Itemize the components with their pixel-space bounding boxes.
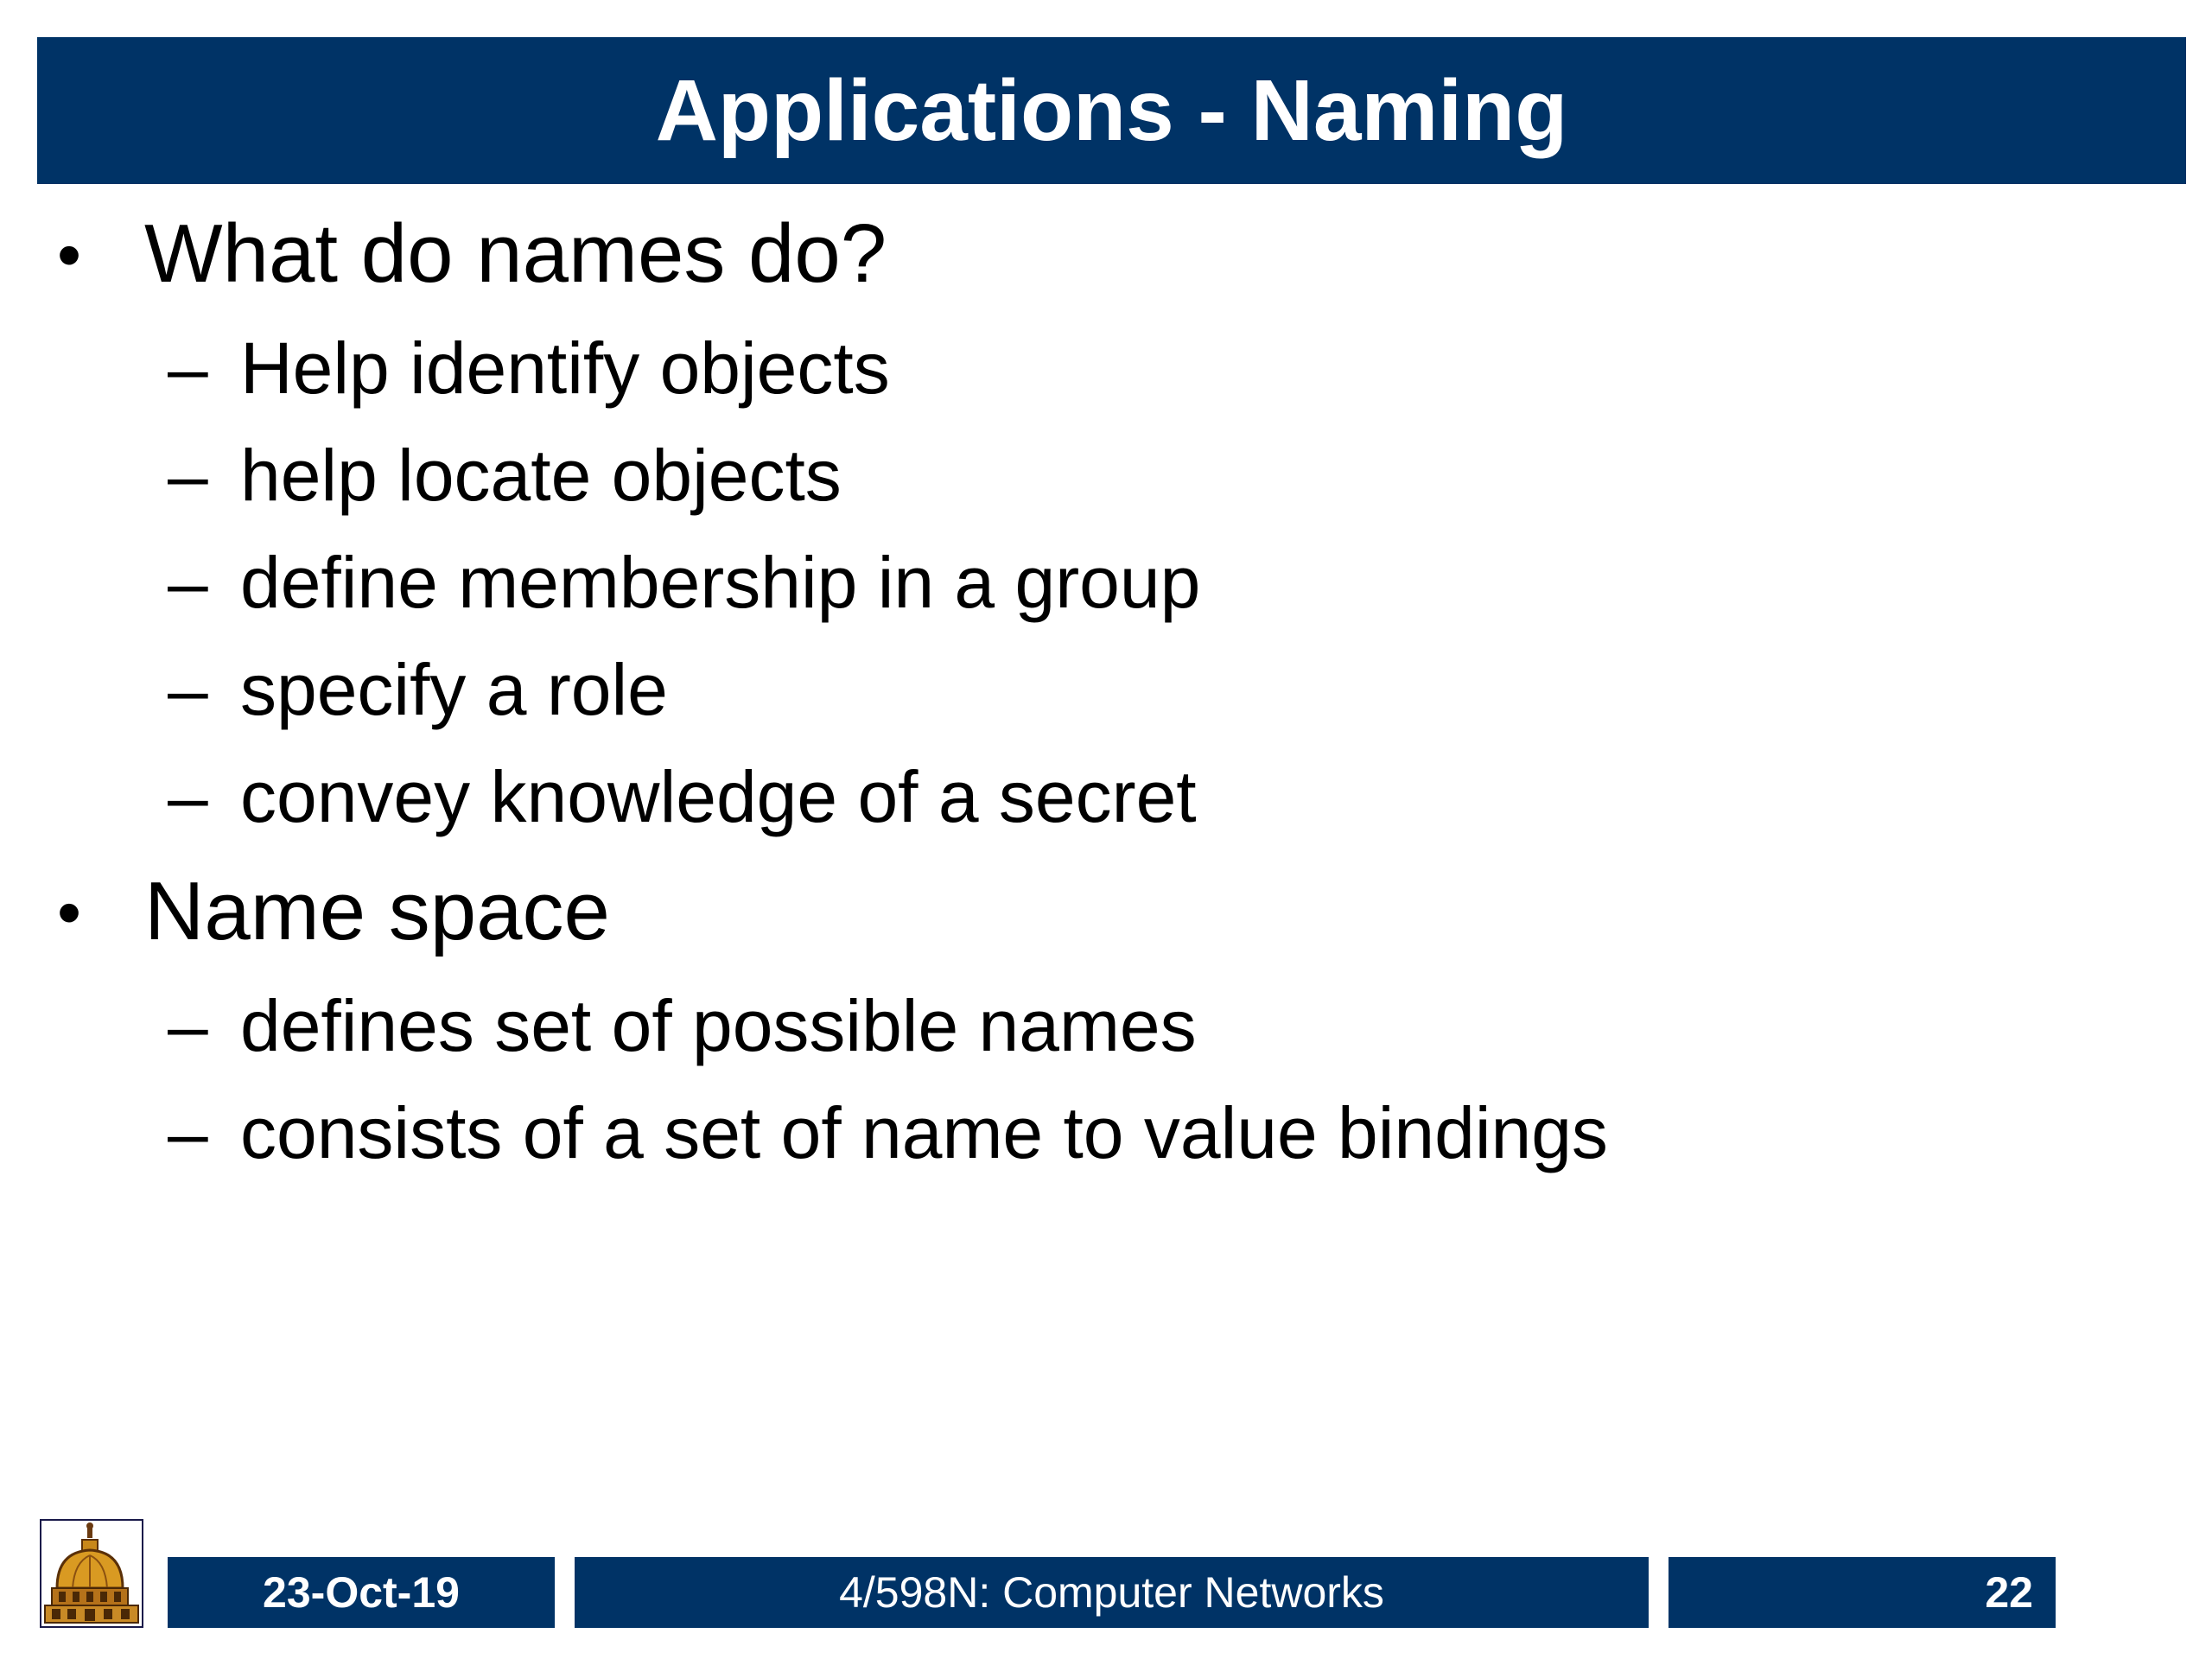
- bullet-1-subitem-2: help locate objects: [240, 435, 842, 516]
- dash-icon: –: [168, 756, 208, 837]
- bullet-1-subitem-1: Help identify objects: [240, 327, 890, 409]
- dash-icon: –: [168, 327, 208, 409]
- bullet-dot-icon: •: [57, 216, 82, 293]
- bullet-1-subitem-5: convey knowledge of a secret: [240, 756, 1197, 837]
- dash-icon: –: [168, 985, 208, 1066]
- footer-page-number: [1669, 1557, 2056, 1628]
- bullet-2-subitem-1: defines set of possible names: [240, 985, 1197, 1066]
- bullet-1-subitem-3: define membership in a group: [240, 542, 1201, 623]
- slide-title: Applications - Naming: [655, 62, 1568, 159]
- dash-icon: –: [168, 435, 208, 516]
- dash-icon: –: [168, 649, 208, 730]
- footer-course: [575, 1557, 1649, 1628]
- page-number-text: 22: [1985, 1568, 2033, 1617]
- golden-dome-icon: [40, 1519, 143, 1628]
- footer-date: [168, 1557, 555, 1628]
- bullet-1-text: What do names do?: [144, 207, 887, 300]
- dash-icon: –: [168, 542, 208, 623]
- footer-course-text: 4/598N: Computer Networks: [839, 1568, 1384, 1617]
- bullet-2-text: Name space: [144, 865, 610, 957]
- footer-date-text: 23-Oct-19: [263, 1568, 460, 1617]
- bullet-dot-icon: •: [57, 874, 82, 950]
- bullet-1-subitem-4: specify a role: [240, 649, 668, 730]
- bullet-2-subitem-2: consists of a set of name to value bindings: [240, 1092, 1608, 1173]
- dash-icon: –: [168, 1092, 208, 1173]
